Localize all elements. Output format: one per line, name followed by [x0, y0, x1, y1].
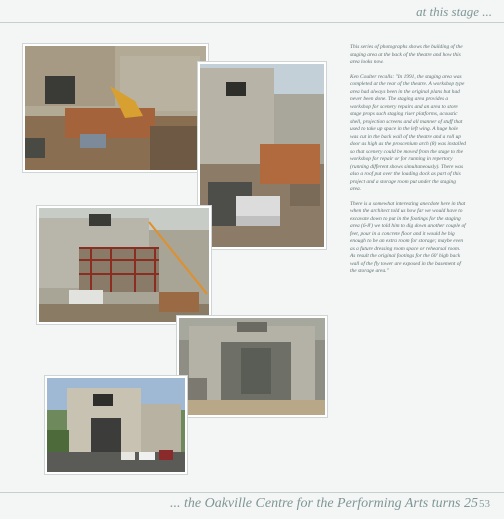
article-paragraph: This series of photographs shows the building of the staging area at the back of the theatre and how this area looks now. [350, 44, 463, 65]
photo-excavation [23, 44, 208, 172]
article-paragraph: Ken Coulter recalls: "In 1991, the staging area was completed at the rear of the theatre. A workshop type area had always been in the original plans but had never been done. The staging area provides a workshop for scenery repairs and an area to store stage props such staging riser platforms, acoustic shell, projection screens and all manner of stuff that used to take up space in the left wing. A huge hole was cut in the back wall of the theatre and a roll up door as high as the proscenium arch (8) was installed so that scenery could be moved from the stage to the workshop for repair or for running in repertory (running different shows simultaneously). There was also a roof put over the loading dock as part of this project and a storage room put under the staging area. [350, 73, 466, 192]
page-number: 53 [479, 498, 490, 510]
footer-divider [0, 492, 504, 493]
article-body [350, 44, 466, 283]
photo-back-wall [198, 62, 326, 249]
running-footer-title: ... the Oakville Centre for the Performing Arts turns 25 [170, 496, 478, 511]
section-header: at this stage ... [416, 4, 492, 19]
article-paragraph: There is a somewhat interesting anecdote here in that when the architect told us how far we would have to excavate down to put in the footings for the staging area (6-8') we told him to dig down another couple of feet, pour in a concrete floor and it would be big enough to be an extra room for storage; maybe even as a future dressing room space or rehearsal room. As result the original footings for the 60' high back wall of the fly tower are exposed in the basement of the storage area." [350, 200, 466, 274]
photo-staging-structure [177, 316, 327, 417]
photo-steel-frame [37, 206, 211, 324]
photo-finished-exterior [45, 376, 187, 474]
header-divider [0, 22, 504, 23]
